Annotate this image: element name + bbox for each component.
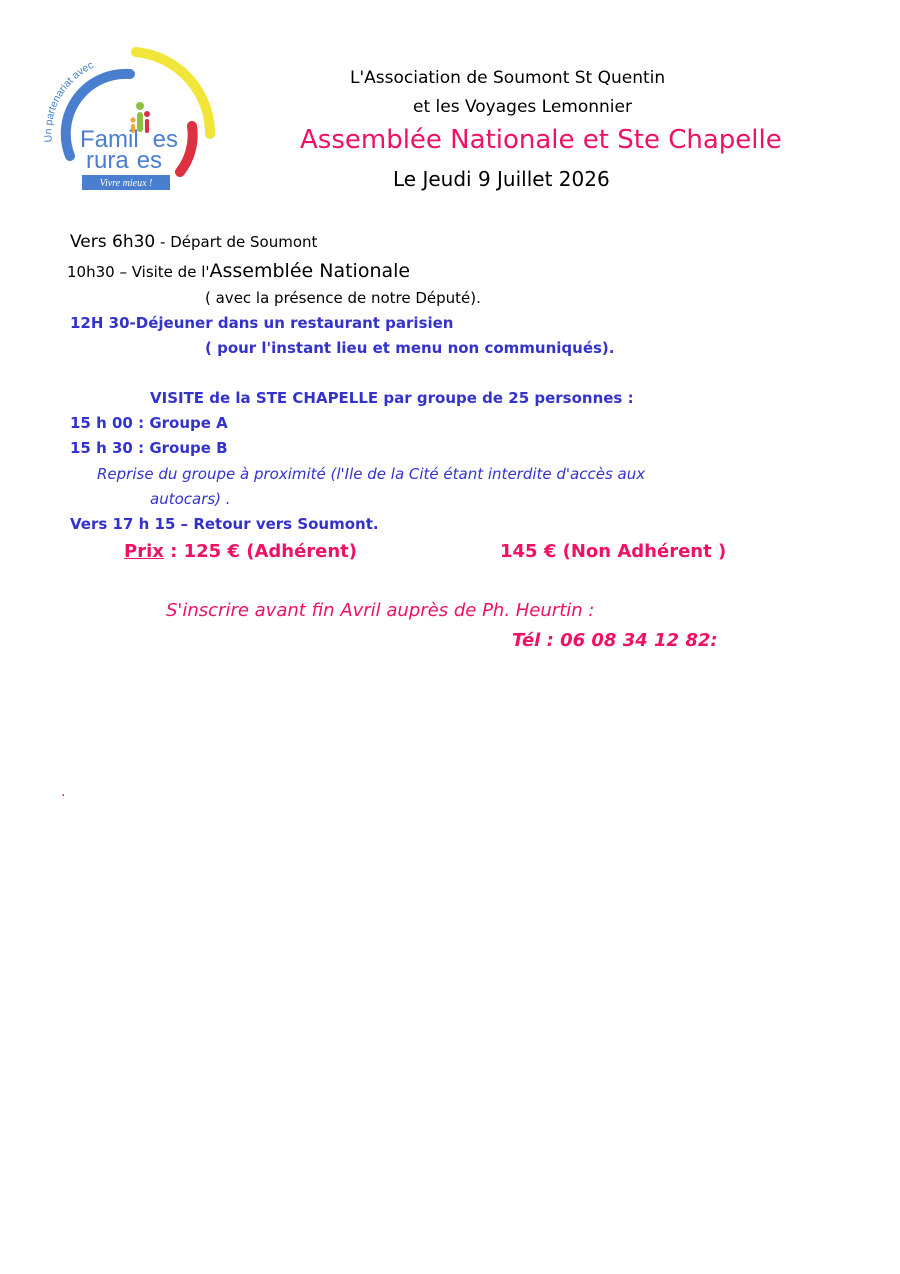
familles-rurales-logo: [40, 44, 220, 194]
assembly-visit-time: 10h30 – Visite de l': [67, 263, 210, 281]
group-b-line: 15 h 30 : Groupe B: [70, 439, 228, 457]
lunch-note: ( pour l'instant lieu et menu non communiqués).: [205, 339, 615, 357]
logo-graphic: [40, 44, 220, 194]
assembly-name: Assemblée Nationale: [209, 260, 411, 282]
header-partner: et les Voyages Lemonnier: [413, 97, 632, 117]
pickup-note: Reprise du groupe à proximité (l'Ile de la Cité étant interdite d'accès aux: [97, 465, 646, 483]
lunch-line: 12H 30-Déjeuner dans un restaurant parisien: [70, 314, 454, 332]
logo-word-familles: Famil es: [80, 126, 179, 153]
price-member-value: : 125 € (Adhérent): [163, 541, 358, 562]
logo-tagline: Vivre mieux !: [99, 178, 153, 189]
group-a-line: 15 h 00 : Groupe A: [70, 414, 228, 432]
figure-body-red: [145, 119, 149, 133]
departure-text: - Départ de Soumont: [155, 233, 318, 251]
price-label: Prix: [124, 541, 164, 562]
red-arc: [180, 126, 193, 172]
figure-head-red: [144, 111, 150, 117]
event-date: Le Jeudi 9 Juillet 2026: [393, 167, 610, 191]
deputy-note: ( avec la présence de notre Député).: [205, 289, 481, 307]
logo-word-rurales: rura es: [86, 147, 163, 174]
header-association: L'Association de Soumont St Quentin: [350, 68, 666, 88]
assembly-visit-line: [67, 260, 410, 282]
signup-text: S'inscrire avant fin Avril auprès de Ph. Heurtin :: [166, 600, 595, 621]
departure-time: Vers 6h30: [70, 232, 156, 252]
figure-head-green: [136, 102, 144, 110]
page-title: Assemblée Nationale et Ste Chapelle: [300, 125, 782, 155]
signup-phone: Tél : 06 08 34 12 82:: [512, 630, 718, 651]
chapel-visit-heading: VISITE de la STE CHAPELLE par groupe de 25 personnes :: [150, 389, 634, 407]
price-member: [124, 541, 357, 562]
price-non-member: 145 € (Non Adhérent ): [500, 541, 727, 562]
stray-dot: .: [61, 784, 66, 800]
return-line: Vers 17 h 15 – Retour vers Soumont.: [70, 515, 379, 533]
logo-arc-text: Un partenariat avec: [42, 59, 96, 143]
departure-line: [70, 232, 317, 252]
pickup-note-cont: autocars) .: [150, 490, 231, 508]
figure-head-orange: [130, 117, 135, 122]
